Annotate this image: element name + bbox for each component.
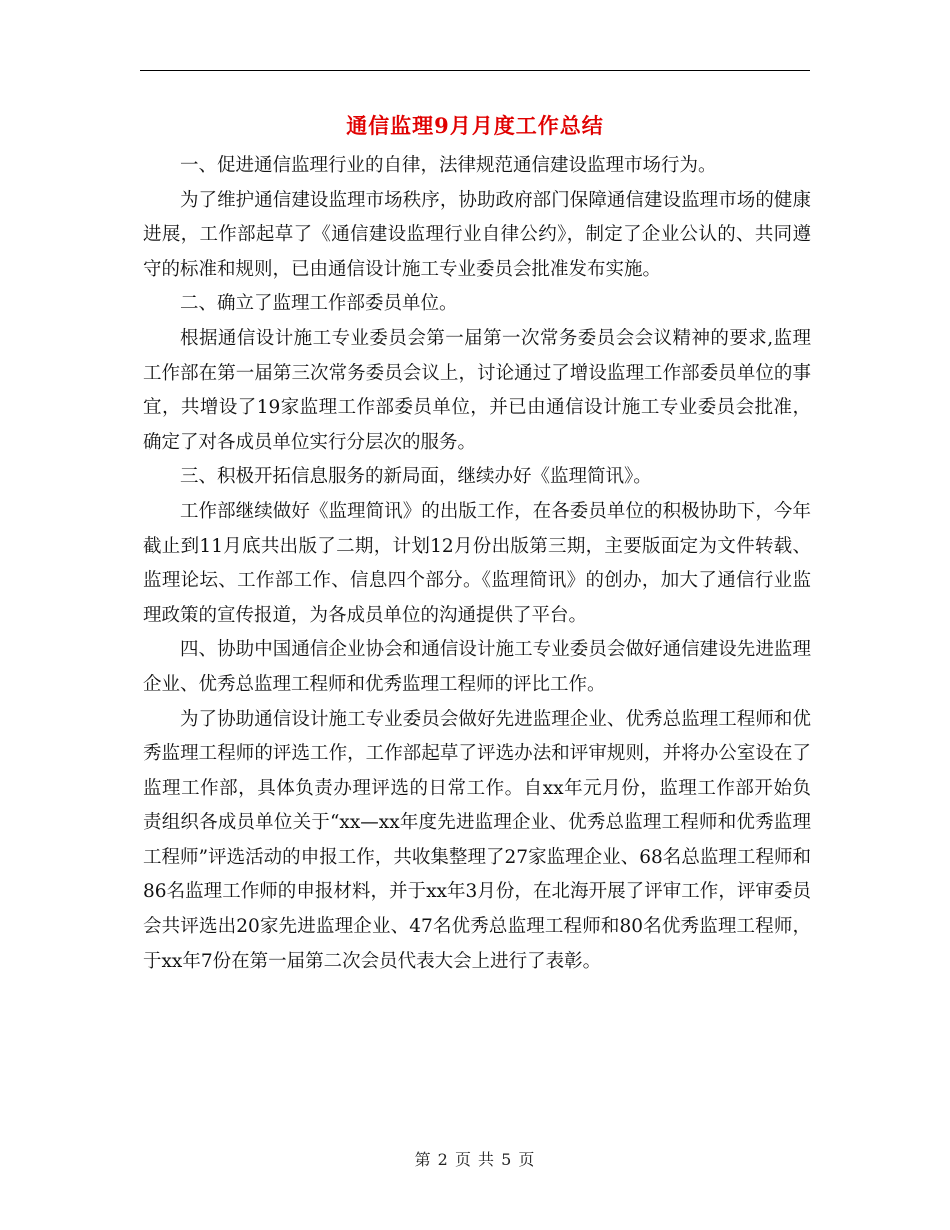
section-heading-2: 二、确立了监理工作部委员单位。 <box>180 293 458 315</box>
document-title: 通信监理9月月度工作总结 <box>346 113 604 138</box>
section-heading-3: 三、积极开拓信息服务的新局面，继续办好《监理简讯》。 <box>180 466 652 488</box>
header-rule <box>140 70 810 71</box>
page-number-footer: 第 2 页 共 5 页 <box>414 1150 536 1169</box>
body-paragraph-2: 根据通信设计施工专业委员会第一届第一次常务委员会会议精神的要求,监理工作部在第一届第三次常务委员会议上，讨论通过了增设监理工作部委员单位的事宜，共增设了19家监理工作部委员单位，并已由通信设计施工专业委员会批准，确定了对各成员单位实行分层次的服务。 <box>143 327 811 453</box>
section-heading-4: 四、协助中国通信企业协会和通信设计施工专业委员会做好通信建设先进监理企业、优秀总监理工程师和优秀监理工程师的评比工作。 <box>143 639 811 695</box>
document-body <box>143 149 811 979</box>
body-paragraph-4: 为了协助通信设计施工专业委员会做好先进监理企业、优秀总监理工程师和优秀监理工程师的评选工作，工作部起草了评选办法和评审规则，并将办公室设在了监理工作部，具体负责办理评选的日常工作。自xx年元月份，监理工作部开始负责组织各成员单位关于“xx—xx年度先进监理企业、优秀总监理工程师和优秀监理工程师”评选活动的申报工作，共收集整理了27家监理企业、68名总监理工程师和86名监理工作师的申报材料，并于xx年3月份，在北海开展了评审工作，评审委员会共评选出20家先进监理企业、47名优秀总监理工程师和80名优秀监理工程师，于xx年7份在第一届第二次会员代表大会上进行了表彰。 <box>143 708 811 972</box>
section-heading-1: 一、促进通信监理行业的自律，法律规范通信建设监理市场行为。 <box>180 155 717 176</box>
body-paragraph-3: 工作部继续做好《监理简讯》的出版工作，在各委员单位的积极协助下，今年截止到11月底共出版了二期，计划12月份出版第三期，主要版面定为文件转载、监理论坛、工作部工作、信息四个部分。《监理简讯》的创办，加大了通信行业监理政策的宣传报道，为各成员单位的沟通提供了平台。 <box>143 500 811 626</box>
body-paragraph-1: 为了维护通信建设监理市场秩序，协助政府部门保障通信建设监理市场的健康进展，工作部起草了《通信建设监理行业自律公约》，制定了企业公认的、共同遵守的标准和规则，已由通信设计施工专业委员会批准发布实施。 <box>143 189 811 280</box>
